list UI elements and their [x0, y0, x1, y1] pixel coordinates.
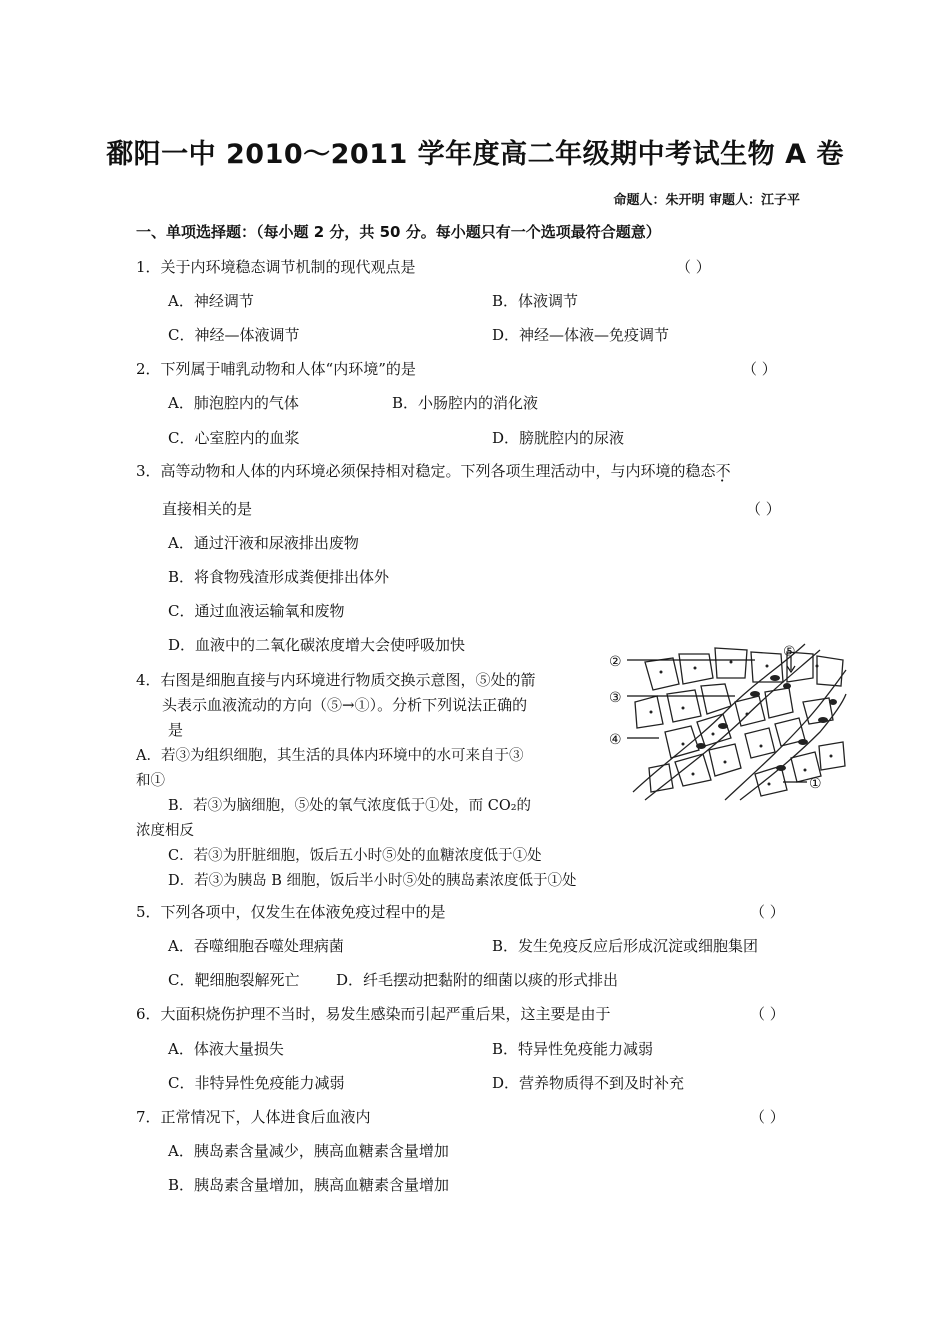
question-4-option-b-line1: B．若③为脑细胞，⑤处的氧气浓度低于①处，而 CO₂的 — [168, 798, 532, 814]
question-6-option-d: D．营养物质得不到及时补充 — [492, 1074, 685, 1092]
question-1-option-b: B．体液调节 — [492, 292, 579, 310]
question-6-stem: 6．大面积烧伤护理不当时，易发生感染而引起严重后果，这主要是由于 — [136, 1005, 611, 1023]
question-7-answer-blank: （ ） — [750, 1108, 785, 1126]
question-6-option-a: A．体液大量损失 — [168, 1040, 284, 1058]
question-3-option-b: B．将食物残渣形成粪便排出体外 — [168, 568, 390, 586]
author-line: 命题人：朱开明 审题人：江子平 — [613, 193, 800, 208]
question-3-option-d: D．血液中的二氧化碳浓度增大会使呼吸加快 — [168, 636, 466, 654]
question-3-option-c: C．通过血液运输氧和废物 — [168, 602, 345, 620]
question-7-option-b: B．胰岛素含量增加，胰高血糖素含量增加 — [168, 1176, 450, 1194]
question-5-option-c: C．靶细胞裂解死亡 — [168, 971, 300, 989]
question-6-option-c: C．非特异性免疫能力减弱 — [168, 1074, 345, 1092]
question-5-option-a: A．吞噬细胞吞噬处理病菌 — [168, 937, 344, 955]
question-3-stem-line2: 直接相关的是 — [162, 500, 253, 518]
figure-label-3: ③ — [609, 690, 622, 706]
question-3-stem-line1 — [136, 460, 731, 481]
question-4-stem-line3: 是 — [168, 721, 184, 739]
question-7-stem: 7．正常情况下，人体进食后血液内 — [136, 1108, 371, 1126]
question-2-option-c: C．心室腔内的血浆 — [168, 429, 300, 447]
question-3-stem-text: 3．高等动物和人体的内环境必须保持相对稳定。下列各项生理活动中，与内环境的稳态 — [136, 462, 716, 480]
question-6-option-b: B．特异性免疫能力减弱 — [492, 1040, 654, 1058]
question-4-stem-line1: 4．右图是细胞直接与内环境进行物质交换示意图，⑤处的箭 — [136, 671, 536, 689]
question-1-option-c: C．神经—体液调节 — [168, 326, 300, 344]
section-heading: 一、单项选择题：（每小题 2 分，共 50 分。每小题只有一个选项最符合题意） — [136, 223, 661, 241]
question-2-option-d: D．膀胱腔内的尿液 — [492, 429, 625, 447]
question-4-option-c: C．若③为肝脏细胞，饭后五小时⑤处的血糖浓度低于①处 — [168, 848, 542, 864]
question-1-option-d: D．神经—体液—免疫调节 — [492, 326, 670, 344]
question-1-stem: 1．关于内环境稳态调节机制的现代观点是 — [136, 258, 416, 276]
question-1-option-a: A．神经调节 — [168, 292, 254, 310]
question-7-option-a: A．胰岛素含量减少，胰高血糖素含量增加 — [168, 1142, 449, 1160]
question-2-stem: 2．下列属于哺乳动物和人体“内环境”的是 — [136, 360, 416, 378]
question-4-stem-line2: 头表示血液流动的方向（⑤→①）。分析下列说法正确的 — [162, 696, 528, 714]
question-6-answer-blank: （ ） — [750, 1005, 785, 1023]
question-4-option-d: D．若③为胰岛 B 细胞，饭后半小时⑤处的胰岛素浓度低于①处 — [168, 873, 577, 889]
question-1-answer-blank: （ ） — [676, 258, 711, 276]
question-3-option-a: A．通过汗液和尿液排出废物 — [168, 534, 359, 552]
question-3-emphasis-not: 不 — [715, 462, 731, 480]
question-2-option-b: B．小肠腔内的消化液 — [392, 394, 539, 412]
figure-label-5: ⑤ — [783, 644, 796, 660]
question-4-option-a-line2: 和① — [136, 773, 165, 789]
question-2-answer-blank: （ ） — [742, 360, 777, 378]
question-2-option-a: A．肺泡腔内的气体 — [168, 394, 299, 412]
figure-label-1: ① — [809, 776, 822, 792]
question-3-answer-blank: （ ） — [746, 500, 781, 518]
question-4-option-a-line1: A．若③为组织细胞，其生活的具体内环境中的水可来自于③ — [136, 748, 524, 764]
question-5-option-d: D．纤毛摆动把黏附的细菌以痰的形式排出 — [336, 971, 619, 989]
cell-exchange-diagram — [605, 642, 848, 802]
figure-label-4: ④ — [609, 732, 622, 748]
question-5-option-b: B．发生免疫反应后形成沉淀或细胞集团 — [492, 937, 759, 955]
page-title: 鄱阳一中 2010～2011 学年度高二年级期中考试生物 A 卷 — [106, 139, 844, 170]
figure-label-2: ② — [609, 654, 622, 670]
question-5-stem: 5．下列各项中，仅发生在体液免疫过程中的是 — [136, 903, 446, 921]
question-4-option-b-line2: 浓度相反 — [136, 823, 194, 839]
question-5-answer-blank: （ ） — [750, 903, 785, 921]
